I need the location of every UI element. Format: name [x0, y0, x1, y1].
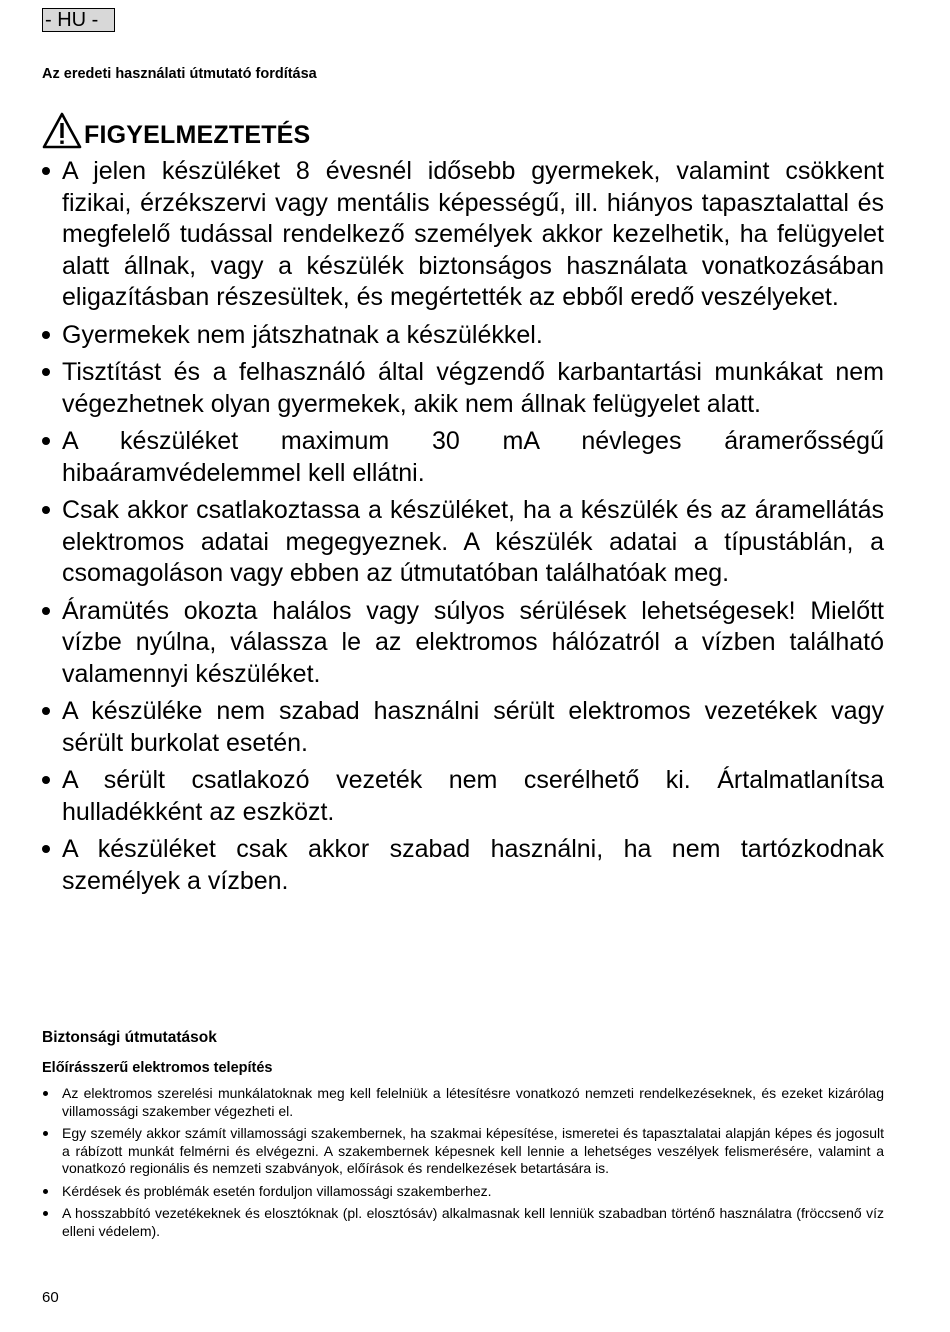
bullet-icon: [43, 1211, 48, 1216]
list-item: [42, 357, 884, 420]
list-item-text: A hosszabbító vezetékeknek és elosztóknak (pl. elosztósáv) alkalmasnak kell lenniük szabadban történő használatra (fröccsenő víz elleni védelem).: [62, 1205, 884, 1239]
list-item: [42, 834, 884, 897]
bullet-icon: [42, 776, 50, 784]
page-number: 60: [42, 1289, 59, 1306]
list-item-text: A készüléke nem szabad használni sérült elektromos vezetékek vagy sérült burkolat esetén.: [62, 697, 884, 757]
list-item-text: Csak akkor csatlakoztassa a készüléket, ha a készülék és az áramellátás elektromos adatai megegyeznek. A készülék adatai a típustáblán, a csomagoláson vagy ebben az útmutatóban találhatóak meg.: [62, 496, 884, 587]
safety-list: [42, 1085, 884, 1245]
list-item: [42, 596, 884, 691]
safety-section-title: Biztonsági útmutatások: [42, 1029, 217, 1046]
bullet-icon: [43, 1091, 48, 1096]
list-item-text: Gyermekek nem játszhatnak a készülékkel.: [62, 320, 543, 349]
list-item: [42, 426, 884, 489]
list-item-text: Egy személy akkor számít villamossági szakembernek, ha szakmai képesítése, ismeretei és tapasztalatai alapján képes és jogosult a rábízott munkát felmérni és elvégezni. A szakembernek képesnek kell lennie a lehetséges veszélyek felismerésére, valamint a vonatkozó regionális és nemzeti szabványok, előírások és rendelkezések betartására is.: [62, 1125, 884, 1176]
document-subtitle: Az eredeti használati útmutató fordítása: [42, 66, 317, 82]
list-item: [42, 1125, 884, 1178]
list-item-text: A készüléket maximum 30 mA névleges áramerősségű hibaáramvédelemmel kell ellátni.: [62, 427, 884, 487]
list-item: [42, 156, 884, 314]
bullet-icon: [42, 368, 50, 376]
list-item: [42, 696, 884, 759]
list-item: [42, 765, 884, 828]
bullet-icon: [42, 845, 50, 853]
bullet-icon: [42, 506, 50, 514]
bullet-icon: [43, 1189, 48, 1194]
bullet-icon: [42, 707, 50, 715]
list-item-text: A jelen készüléket 8 évesnél idősebb gyermekek, valamint csökkent fizikai, érzékszervi vagy mentális képességű, ill. hiányos tapasztalattal és megfelelő tudással rendelkező személyek akkor kezelhetik, ha felügyelet alatt állnak, vagy a készülék biztonságos használata vonatkozásában eligazításban részesültek, és megértették az ebből eredő veszélyeket.: [62, 157, 884, 311]
bullet-icon: [43, 1131, 48, 1136]
list-item: [42, 1183, 884, 1201]
list-item-text: A sérült csatlakozó vezeték nem cserélhető ki. Ártalmatlanítsa hulladékként az eszközt.: [62, 766, 884, 826]
list-item: [42, 320, 884, 352]
warning-title: FIGYELMEZTETÉS: [84, 121, 311, 149]
list-item-text: A készüléket csak akkor szabad használni, ha nem tartózkodnak személyek a vízben.: [62, 835, 884, 895]
list-item-text: Áramütés okozta halálos vagy súlyos sérülések lehetségesek! Mielőtt vízbe nyúlna, válassza le az elektromos hálózatról a vízben található valamennyi készüléket.: [62, 596, 884, 688]
bullet-icon: [42, 167, 50, 175]
bullet-icon: [42, 437, 50, 445]
warning-list: [42, 156, 884, 903]
warning-heading: [42, 104, 310, 150]
list-item: [42, 495, 884, 590]
bullet-icon: [42, 331, 50, 339]
list-item: [42, 1085, 884, 1120]
language-tag: - HU -: [42, 8, 115, 32]
list-item: [42, 1205, 884, 1240]
electrical-installation-subtitle: Előírásszerű elektromos telepítés: [42, 1060, 273, 1076]
warning-triangle-icon: [42, 112, 82, 150]
list-item-text: Az elektromos szerelési munkálatoknak meg kell felelniük a létesítésre vonatkozó nemzeti rendelkezéseknek, és ezeket kizárólag villamossági szakember végezheti el.: [62, 1085, 884, 1119]
bullet-icon: [42, 607, 50, 615]
list-item-text: Tisztítást és a felhasználó által végzendő karbantartási munkákat nem végezhetnek olyan gyermekek, akik nem állnak felügyelet alatt.: [62, 358, 884, 418]
list-item-text: Kérdések és problémák esetén forduljon villamossági szakemberhez.: [62, 1182, 492, 1199]
